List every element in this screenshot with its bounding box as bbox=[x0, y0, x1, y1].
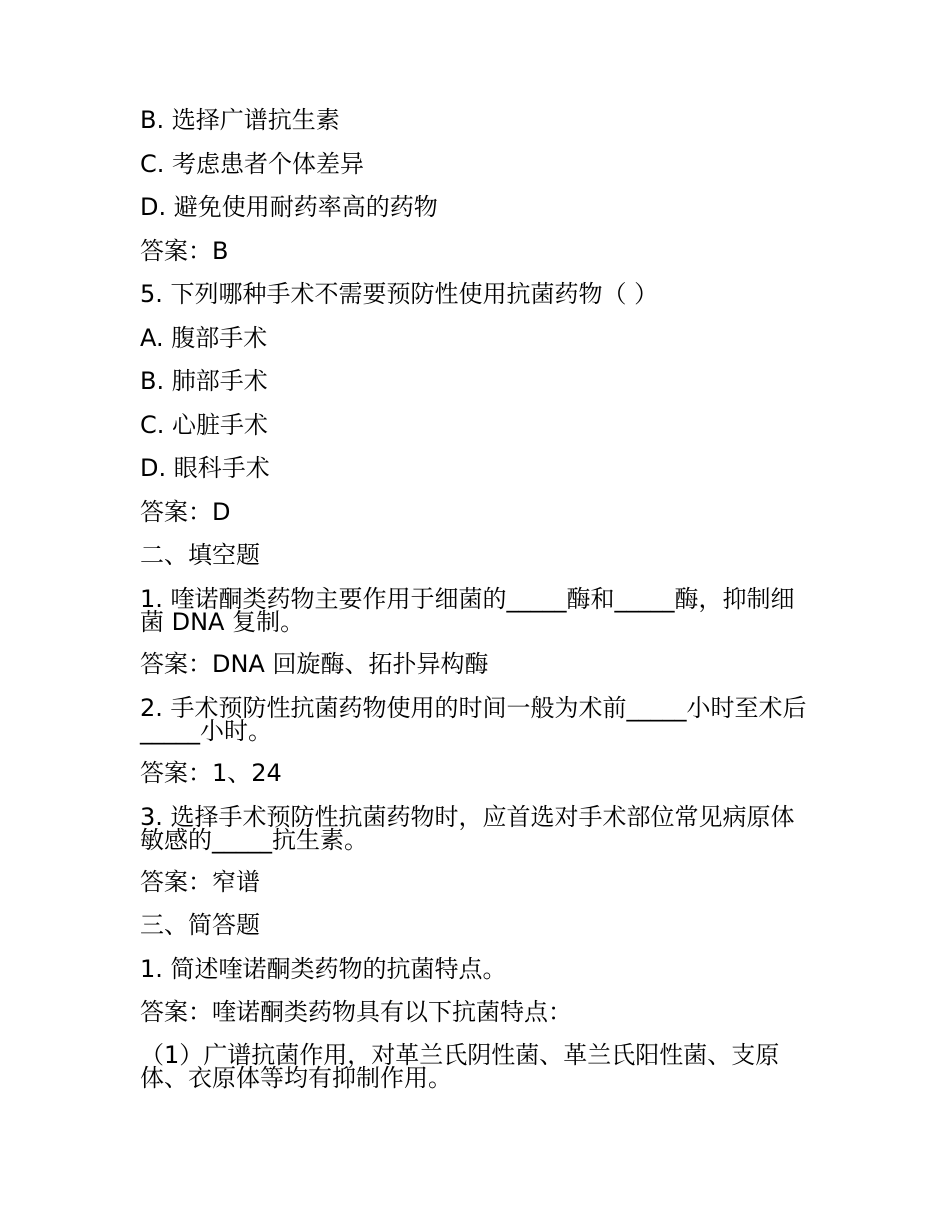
option-b-q4: B. 选择广谱抗生素 bbox=[140, 106, 340, 134]
answer-q4: 答案：B bbox=[140, 237, 229, 265]
option-c-q5: C. 心脏手术 bbox=[140, 411, 269, 439]
fill-answer-2: 答案：1、24 bbox=[140, 759, 282, 787]
question-5: 5. 下列哪种手术不需要预防性使用抗菌药物（ ） bbox=[140, 280, 659, 308]
fill-answer-1: 答案：DNA 回旋酶、拓扑异构酶 bbox=[140, 650, 489, 678]
answer-q5: 答案：D bbox=[140, 498, 231, 526]
option-c-q4: C. 考虑患者个体差异 bbox=[140, 150, 365, 178]
fill-question-1: 1. 喹诺酮类药物主要作用于细菌的_____酶和_____酶，抑制细菌 DNA 复制。 bbox=[140, 585, 795, 636]
short-answer-1-point-1: （1）广谱抗菌作用，对革兰氏阴性菌、革兰氏阳性菌、支原体、衣原体等均有抑制作用。 bbox=[140, 1041, 780, 1092]
short-question-1: 1. 简述喹诺酮类药物的抗菌特点。 bbox=[140, 955, 507, 983]
section-heading-fill-blank: 二、填空题 bbox=[140, 541, 260, 569]
option-b-q5: B. 肺部手术 bbox=[140, 367, 268, 395]
fill-question-2: 2. 手术预防性抗菌药物使用的时间一般为术前_____小时至术后_____小时。 bbox=[140, 694, 807, 745]
option-d-q4: D. 避免使用耐药率高的药物 bbox=[140, 193, 438, 221]
fill-question-3: 3. 选择手术预防性抗菌药物时，应首选对手术部位常见病原体敏感的_____抗生素。 bbox=[140, 803, 795, 854]
short-answer-1-intro: 答案：喹诺酮类药物具有以下抗菌特点： bbox=[140, 998, 572, 1026]
fill-answer-3: 答案：窄谱 bbox=[140, 868, 260, 896]
option-d-q5: D. 眼科手术 bbox=[140, 454, 270, 482]
option-a-q5: A. 腹部手术 bbox=[140, 324, 268, 352]
section-heading-short-answer: 三、简答题 bbox=[140, 911, 260, 939]
